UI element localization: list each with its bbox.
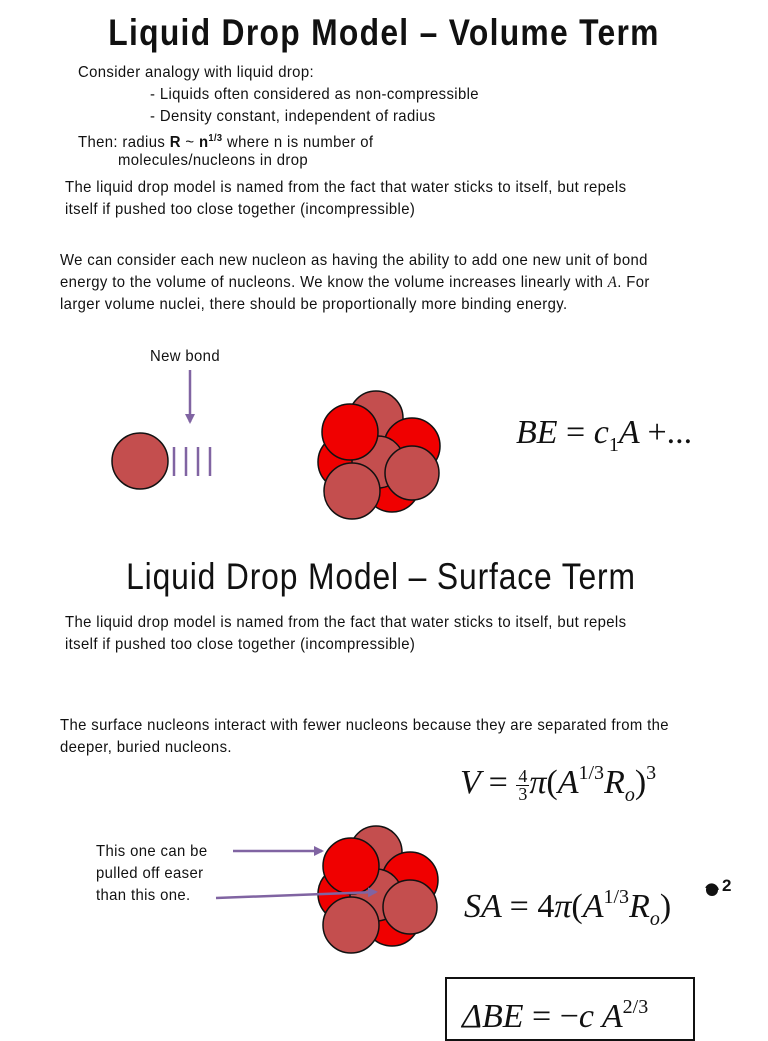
handwritten-exponent: 2 [722, 876, 732, 895]
nucleon-surface [323, 838, 379, 894]
eq-ellipsis: ... [666, 414, 693, 451]
v-open-paren: ( [546, 764, 558, 801]
eq-c: c [593, 414, 609, 451]
variable-a: A [607, 274, 618, 291]
sa-r: R [629, 888, 650, 925]
nucleon [383, 880, 437, 934]
sa-lhs: SA [464, 888, 502, 925]
v-r: R [604, 764, 625, 801]
nucleon [322, 404, 378, 460]
v-a-exponent: 1/3 [578, 762, 605, 784]
surface-term-title: Liquid Drop Model – Surface Term [126, 556, 636, 597]
dbe-equals: = [532, 998, 552, 1035]
radius-symbol: R [169, 134, 181, 151]
eq-be: BE [516, 414, 558, 451]
named-line-2: itself if pushed too close together (incompressible) [65, 201, 416, 218]
dbe-a: A [601, 998, 623, 1035]
v-a: A [557, 764, 579, 801]
v-r-subscript: o [624, 784, 635, 806]
dbe-lhs: ΔBE [462, 998, 524, 1035]
eq-c-subscript: 1 [608, 434, 619, 456]
n-symbol: n [198, 134, 209, 151]
nucleus-cluster-surface [318, 826, 438, 953]
v-close-paren: ) [634, 764, 647, 801]
bond-paragraph-line-3: larger volume nuclei, there should be proportionally more binding energy. [60, 296, 568, 313]
sa-a: A [582, 888, 604, 925]
v-outer-exponent: 3 [646, 762, 657, 784]
bond-paragraph-line-2-end: . For [617, 274, 650, 291]
radius-exponent: 1/3 [208, 133, 223, 144]
surface-paragraph-line-1: The surface nucleons interact with fewer nucleons because they are separated from the [60, 717, 669, 734]
v-pi: π [529, 764, 547, 801]
volume-term-title: Liquid Drop Model – Volume Term [108, 12, 660, 53]
bond-paragraph-line-2-text: energy to the volume of nucleons. We know the volume increases linearly with [60, 274, 604, 291]
bullet-density-constant: - Density constant, independent of radius [150, 108, 436, 125]
dbe-exponent: 2/3 [622, 996, 649, 1018]
dbe-minus: − [559, 998, 579, 1035]
nucleon [323, 897, 379, 953]
nucleon [385, 446, 439, 500]
new-bond-label: New bond [150, 348, 220, 365]
bond-lines [174, 447, 210, 476]
annotation-line-3: than this one. [96, 887, 191, 904]
v-lhs: V [460, 764, 481, 801]
dbe-c: c [578, 998, 594, 1035]
sa-a-exponent: 1/3 [603, 886, 630, 908]
sa-coefficient: 4 [537, 888, 555, 925]
bond-paragraph-line-1: We can consider each new nucleon as having the ability to add one new unit of bond [60, 252, 648, 269]
tilde-symbol: ~ [185, 134, 195, 151]
fraction-numerator: 4 [518, 765, 528, 786]
then-continuation: molecules/nucleons in drop [118, 152, 308, 169]
nucleus-cluster-volume [318, 391, 440, 519]
eq-a: A [618, 414, 639, 451]
surface-paragraph-line-2: deeper, buried nucleons. [60, 739, 232, 756]
sa-equals: = [509, 888, 529, 925]
sa-open-paren: ( [571, 888, 583, 925]
v-equals: = [488, 764, 508, 801]
bullet-non-compressible: - Liquids often considered as non-compressible [150, 86, 479, 103]
sa-pi: π [554, 888, 572, 925]
handwritten-scribble-icon [706, 884, 718, 896]
fraction-denominator: 3 [518, 783, 528, 804]
sa-close-paren: ) [659, 888, 672, 925]
surface-named-line-2: itself if pushed too close together (incompressible) [65, 636, 416, 653]
eq-plus: + [647, 414, 667, 451]
surface-named-line-1: The liquid drop model is named from the fact that water sticks to itself, but repels [65, 614, 627, 631]
named-line-1: The liquid drop model is named from the fact that water sticks to itself, but repels [65, 179, 627, 196]
eq-equals: = [566, 414, 586, 451]
annotation-line-1: This one can be [96, 843, 208, 860]
nucleon [324, 463, 380, 519]
single-nucleon [112, 433, 168, 489]
sa-r-subscript: o [649, 908, 660, 930]
annotation-line-2: pulled off easer [96, 865, 204, 882]
then-suffix: where n is number of [226, 134, 374, 151]
consider-line: Consider analogy with liquid drop: [78, 64, 314, 81]
then-prefix: Then: radius [78, 134, 166, 151]
